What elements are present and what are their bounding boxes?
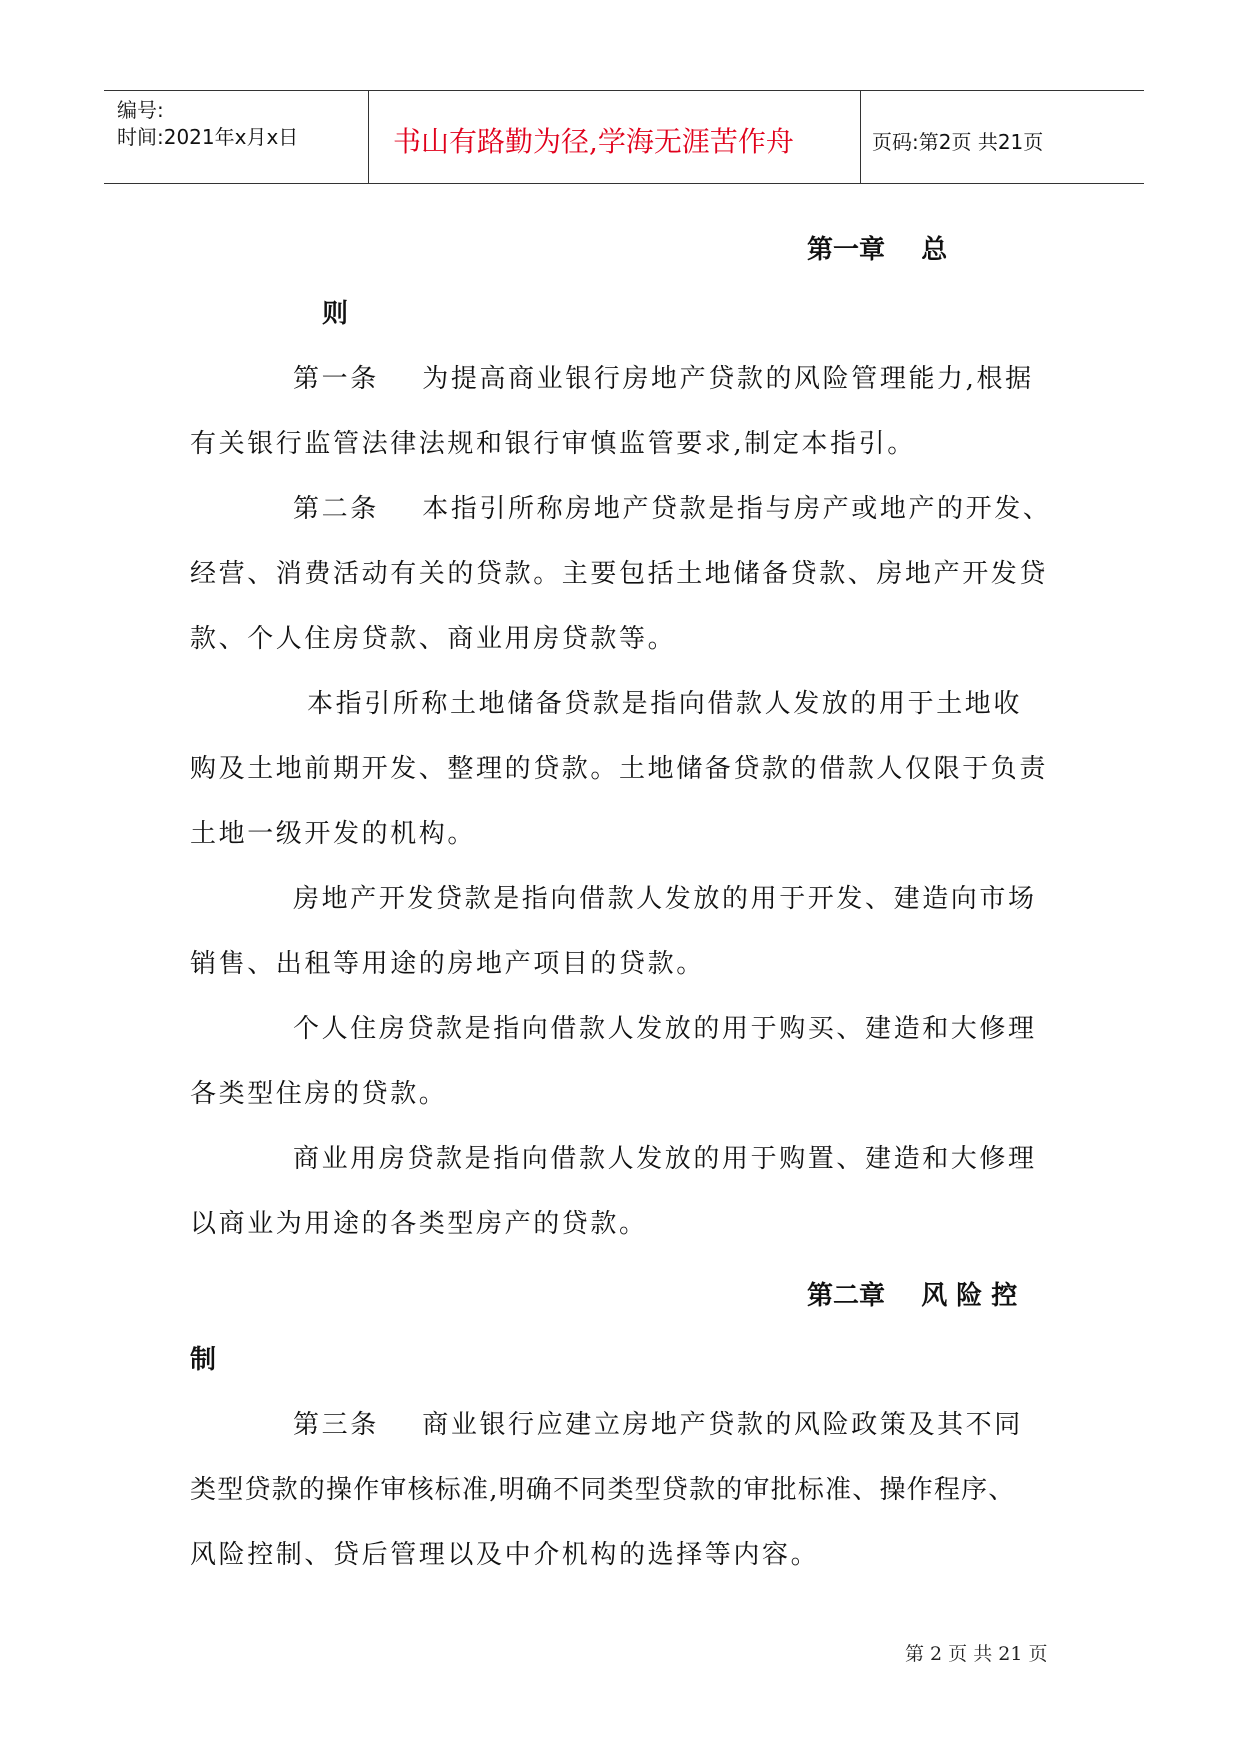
- header-motto: 书山有路勤为径,学海无涯苦作舟: [393, 125, 794, 158]
- chapter1-title-line1: 第一章 总: [807, 235, 948, 265]
- paragraph4-line2: 销售、出租等用途的房地产项目的贷款。: [190, 949, 705, 979]
- paragraph6-line2: 以商业为用途的各类型房产的贷款。: [190, 1209, 648, 1239]
- article1-line2: 有关银行监管法律法规和银行审慎监管要求,制定本指引。: [190, 429, 916, 459]
- article2-line3: 款、个人住房贷款、商业用房贷款等。: [190, 624, 677, 654]
- header-divider-left: [368, 90, 369, 184]
- paragraph4-line1: 房地产开发贷款是指向借款人发放的用于开发、建造向市场: [293, 884, 1037, 914]
- article3-line2: 类型贷款的操作审核标准,明确不同类型贷款的审批标准、操作程序、: [190, 1475, 1016, 1505]
- paragraph3-line2: 购及土地前期开发、整理的贷款。土地储备贷款的借款人仅限于负责: [190, 754, 1049, 784]
- header-time-label: 时间:2021年x月x日: [117, 125, 299, 149]
- header-number-label: 编号:: [117, 98, 164, 122]
- paragraph3-line3: 土地一级开发的机构。: [190, 819, 477, 849]
- article2-line1: 第二条 本指引所称房地产贷款是指与房产或地产的开发、: [293, 494, 1052, 524]
- paragraph5-line1: 个人住房贷款是指向借款人发放的用于购买、建造和大修理: [293, 1014, 1037, 1044]
- footer-page-number: 第 2 页 共 21 页: [905, 1643, 1048, 1665]
- article3-line1: 第三条 商业银行应建立房地产贷款的风险政策及其不同: [293, 1410, 1023, 1440]
- header-top-rule: [104, 90, 1144, 91]
- header-divider-right: [860, 90, 861, 184]
- paragraph5-line2: 各类型住房的贷款。: [190, 1079, 448, 1109]
- paragraph3-line1: 本指引所称土地储备贷款是指向借款人发放的用于土地收: [307, 689, 1023, 719]
- header-page-info: 页码:第2页 共21页: [872, 130, 1044, 154]
- chapter2-title-line1: 第二章 风 险 控: [807, 1281, 1018, 1311]
- chapter1-title-line2: 则: [322, 299, 349, 329]
- article3-line3: 风险控制、贷后管理以及中介机构的选择等内容。: [190, 1540, 820, 1570]
- article1-line1: 第一条 为提高商业银行房地产贷款的风险管理能力,根据: [293, 364, 1034, 394]
- paragraph6-line1: 商业用房贷款是指向借款人发放的用于购置、建造和大修理: [293, 1144, 1037, 1174]
- chapter2-title-line2: 制: [190, 1345, 217, 1375]
- article2-line2: 经营、消费活动有关的贷款。主要包括土地储备贷款、房地产开发贷: [190, 559, 1049, 589]
- header-bottom-rule: [104, 183, 1144, 184]
